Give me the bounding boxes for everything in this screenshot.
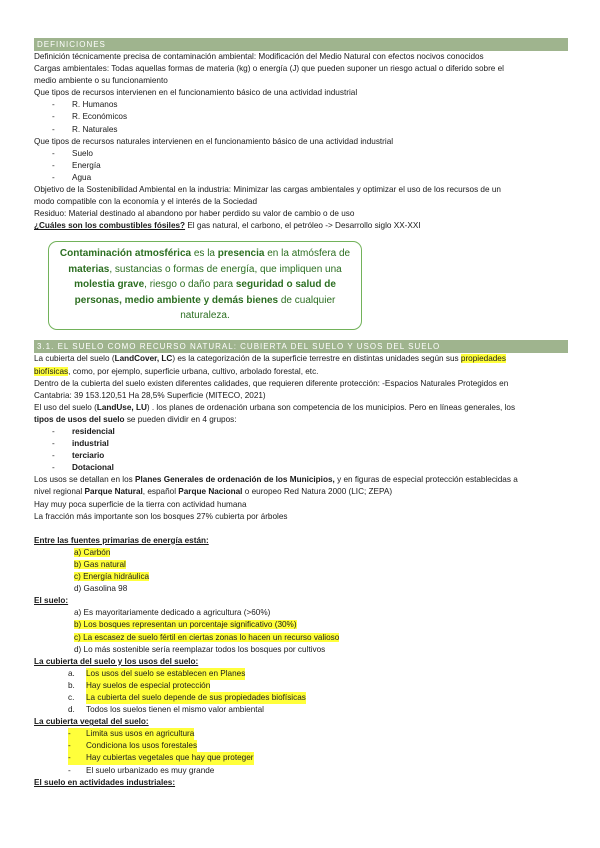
list-item: - Dotacional <box>52 463 114 473</box>
text-line: biofísicas, como, por ejemplo, superficie urbana, cultivo, arbolado forestal, etc. <box>34 366 319 376</box>
quiz-question: Entre las fuentes primarias de energía están: <box>34 535 209 545</box>
quiz-question: El suelo: <box>34 596 69 606</box>
quiz-option: b. Hay suelos de especial protección <box>34 680 568 692</box>
text-line: medio ambiente o su funcionamiento <box>34 76 168 86</box>
text-line: Objetivo de la Sostenibilidad Ambiental en la industria: Minimizar las cargas ambientales y optimizar el uso de los recursos de un <box>34 185 501 195</box>
text-line: Cantabria: 39 153.120,51 Ha 28,5% Superficie (MITECO, 2021) <box>34 390 266 400</box>
quiz-option: b) Gas natural <box>74 559 126 569</box>
text-line: Dentro de la cubierta del suelo existen diferentes calidades, que requieren diferente protección: -Espacios Naturales Protegidos en <box>34 378 509 388</box>
text-line: Hay muy poca superficie de la tierra con actividad humana <box>34 499 247 509</box>
text-line: Cargas ambientales: Todas aquellas formas de materia (kg) o energía (J) que pueden suponer un riesgo actual o diferido sobre el <box>34 64 504 74</box>
document-page <box>34 38 568 789</box>
quiz-option: a) Es mayoritariamente dedicado a agricultura (>60%) <box>74 608 271 618</box>
text-line: ¿Cuáles son los combustibles fósiles? El gas natural, el carbono, el petróleo -> Desarrollo siglo XX-XXI <box>34 221 421 231</box>
list-item: - Suelo <box>52 148 93 158</box>
quiz-question: La cubierta del suelo y los usos del suelo: <box>34 656 199 666</box>
quiz-option: - El suelo urbanizado es muy grande <box>68 765 215 775</box>
text-line: modo compatible con la economía y el interés de la Sociedad <box>34 197 258 207</box>
quiz-option: - Condiciona los usos forestales <box>34 740 568 752</box>
list-item: - R. Humanos <box>52 100 118 110</box>
text-line: Que tipos de recursos intervienen en el funcionamiento básico de una actividad industrial <box>34 88 358 98</box>
quiz-option: d) Gasolina 98 <box>74 584 128 594</box>
text-line: tipos de usos del suelo se pueden dividir en 4 grupos: <box>34 414 237 424</box>
quiz-option: c) Energía hidráulica <box>74 572 150 582</box>
text-line: Definición técnicamente precisa de contaminación ambiental: Modificación del Medio Natural con efectos nocivos conocidos <box>34 52 484 61</box>
quiz-question: La cubierta vegetal del suelo: <box>34 717 149 727</box>
list-item: - terciario <box>52 451 105 461</box>
text-line: nivel regional Parque Natural, español Parque Nacional o europeo Red Natura 2000 (LIC; ZEPA) <box>34 487 393 497</box>
text-line: Residuo: Material destinado al abandono por haber perdido su valor de cambio o de uso <box>34 209 355 219</box>
text-line: La fracción más importante son los bosques 27% cubierta por árboles <box>34 511 288 521</box>
text-line: Los usos se detallan en los Planes Generales de ordenación de los Municipios, y en figuras de especial protección establecidas a <box>34 475 518 485</box>
text-line: El uso del suelo (LandUse, LU) . los planes de ordenación urbana son competencia de los municipios. Pero en líneas generales, los <box>34 402 516 412</box>
quiz-option: b) Los bosques representan un porcentaje significativo (30%) <box>74 620 297 630</box>
section-header-definiciones: DEFINICIONES <box>34 38 568 51</box>
text-line: Que tipos de recursos naturales intervienen en el funcionamiento básico de una actividad industrial <box>34 136 394 146</box>
quiz-option: d. Todos los suelos tienen el mismo valor ambiental <box>68 705 264 715</box>
quiz-option: d) Lo más sostenible sería reemplazar todos los bosques por cultivos <box>74 644 326 654</box>
quiz-option: - Hay cubiertas vegetales que hay que proteger <box>34 752 568 764</box>
list-item: - Agua <box>52 172 92 182</box>
list-item: - Energía <box>52 160 101 170</box>
quiz-question: El suelo en actividades industriales: <box>34 777 176 787</box>
list-item: - residencial <box>52 427 115 436</box>
section-header-suelo: 3.1. EL SUELO COMO RECURSO NATURAL: CUBIERTA DEL SUELO Y USOS DEL SUELO <box>34 340 568 353</box>
list-item: - R. Económicos <box>52 112 128 122</box>
quiz-option: c. La cubierta del suelo depende de sus propiedades biofísicas <box>34 692 568 704</box>
quiz-option: c) La escasez de suelo fértil en ciertas zonas lo hacen un recurso valioso <box>74 632 340 642</box>
text-line: La cubierta del suelo (LandCover, LC) es la categorización de la superficie terrestre en distintas unidades según sus propiedades <box>34 354 506 364</box>
quiz-option: - Limita sus usos en agricultura <box>34 728 568 740</box>
list-item: - R. Naturales <box>52 124 118 134</box>
list-item: - industrial <box>52 439 109 449</box>
quiz-option: a) Carbón <box>74 547 111 557</box>
definition-callout: Contaminación atmosférica es la presencia en la atmósfera de materias, sustancias o formas de energía, que impliquen una molestia grave, riesgo o daño para seguridad o salud de personas, medio ambiente y demás bienes de cualquier naturaleza. <box>48 241 362 330</box>
quiz-option: a. Los usos del suelo se establecen en Planes <box>34 668 568 680</box>
